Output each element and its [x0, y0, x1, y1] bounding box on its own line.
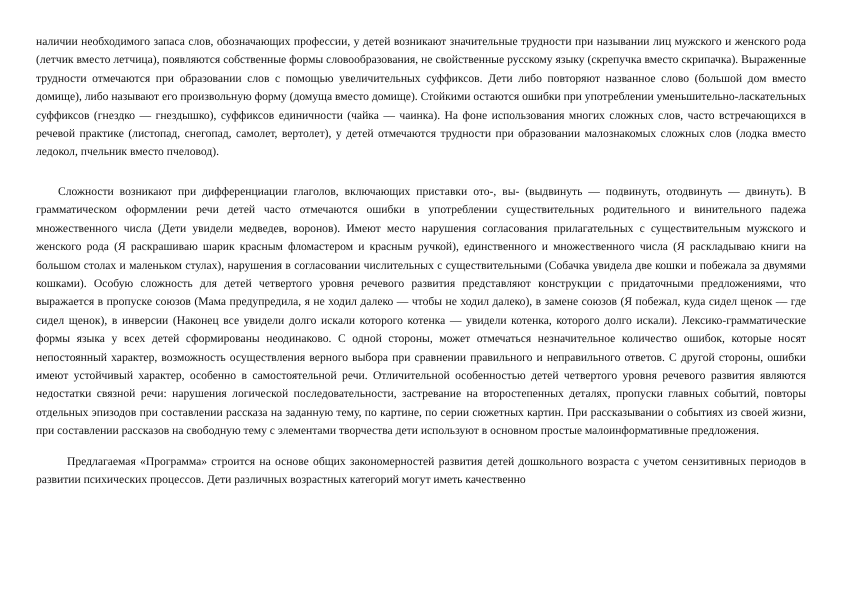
- paragraph-word-formation: наличии необходимого запаса слов, обозначающих профессии, у детей возникают значительные трудности при назывании лиц мужского и женского рода (летчик вместо летчица), появляются собственные формы словообразования, не свойственные русскому языку (скрепучка вместо скрипачка). Выраженные трудности отмечаются при образовании слов с помощью увеличительных суффиксов. Дети либо повторяют названное слово (большой дом вместо домище), либо называют его произвольную форму (домуща вместо домище). Стойкими остаются ошибки при употреблении уменьшительно-ласкательных суффиксов (гнездко — гнездышко), суффиксов единичности (чайка — чаинка). На фоне использования многих сложных слов, часто встречающихся в речевой практике (листопад, снегопад, самолет, вертолет), у детей отмечаются трудности при образовании малознакомых сложных слов (лодка вместо ледокол, пчельник вместо пчеловод).: [36, 35, 806, 159]
- paragraph-program-intro: Предлагаемая «Программа» строится на основе общих закономерностей развития детей дошкольного возраста с учетом сензитивных периодов в развитии психических процессов. Дети различных возрастных категорий могут иметь качественно: [36, 454, 806, 487]
- paragraph-grammar-errors: Сложности возникают при дифференциации глаголов, включающих приставки ото-, вы- (выдвинуть — подвинуть, отодвинуть — двинуть). В грамматическом оформлении речи детей часто отмечаются ошибки в употреблении существительных родительного и винительного падежа множественного числа (Дети увидели медведев, воронов). Имеют место нарушения согласования прилагательных с существительным мужского и женского рода (Я раскрашиваю шарик красным фломастером и красным ручкой), единственного и множественного числа (Я раскладываю книги на большом столах и маленьком стулах), нарушения в согласовании числительных с существительными (Собачка увидела две кошки и побежала за двумями кошками). Особую сложность для детей четвертого уровня речевого развития представляют конструкции с придаточными предложениями, что выражается в пропуске союзов (Мама предупредила, я не ходил далеко — чтобы не ходил далеко), в замене союзов (Я побежал, куда сидел щенок — где сидел щенок), в инверсии (Наконец все увидели долго искали которого котенка — увидели котенка, которого долго искали). Лексико-грамматические формы языка у всех детей сформированы неодинаково. С одной стороны, может отмечаться незначительное количество ошибок, которые носят непостоянный характер, возможность осуществления верного выбора при сравнении правильного и неправильного ответов. С другой стороны, ошибки имеют устойчивый характер, особенно в самостоятельной речи. Отличительной особенностью детей четвертого уровня речевого развития являются недостатки связной речи: нарушения логической последовательности, застревание на второстепенных деталях, пропуски главных событий, повторы отдельных эпизодов при составлении рассказа на заданную тему, по картине, по серии сюжетных картин. При рассказывании о событиях из своей жизни, при составлении рассказов на свободную тему с элементами творчества дети используют в основном простые малоинформативные предложения.: [36, 185, 806, 438]
- document-page: [36, 33, 806, 490]
